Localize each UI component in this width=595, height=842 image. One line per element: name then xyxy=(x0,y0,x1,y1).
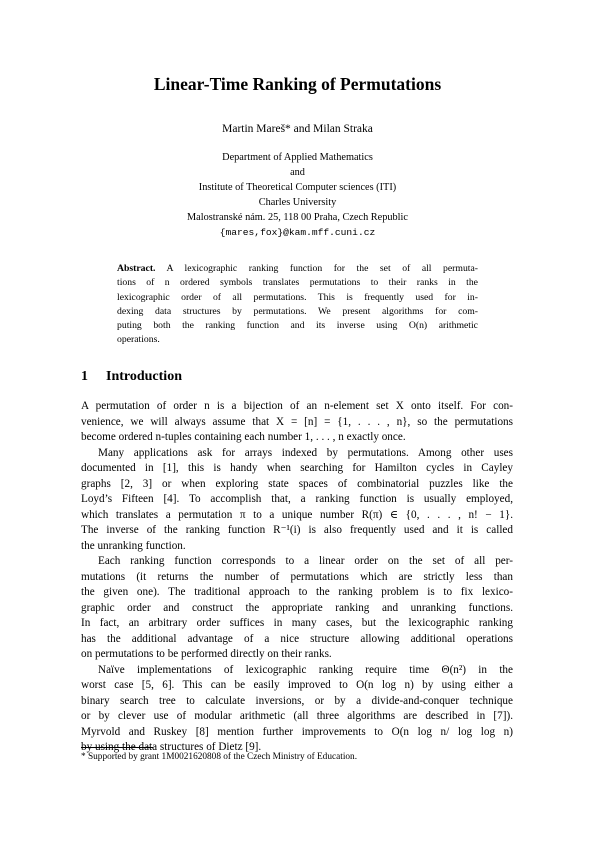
text-line: on permutations to be performed directly on their ranks. xyxy=(81,648,332,660)
abstract-text: A lexicographic ranking function for the set of all permuta- xyxy=(166,263,479,274)
abstract-line: tions of n ordered symbols translates permutations to their ranks in the xyxy=(117,277,478,289)
text-line: Loyd’s Fifteen [4]. To accomplish that, a ranking function is usually employed, xyxy=(81,493,513,505)
section-title: Introduction xyxy=(106,369,182,384)
text-line: binary search tree to calculate inversions, or by a divide-and-conquer technique xyxy=(81,694,513,707)
paragraph xyxy=(81,663,513,756)
affiliation-line: Malostranské nám. 25, 118 00 Praha, Czech Republic xyxy=(187,212,408,223)
abstract-line: lexicographic order of all permutations. This is frequently used for in- xyxy=(117,291,478,303)
abstract-label: Abstract. xyxy=(117,263,156,274)
paragraph xyxy=(81,399,513,446)
section-number: 1 xyxy=(81,369,88,384)
footnote-rule xyxy=(81,747,153,748)
abstract-line: puting both the ranking function and its inverse using O(n) arithmetic xyxy=(117,320,478,331)
author-list: Martin Mareš* and Milan Straka xyxy=(222,123,373,135)
text-line: the unranking function. xyxy=(81,539,186,552)
abstract xyxy=(117,262,478,348)
paragraph xyxy=(81,446,513,555)
text-line: venience, we will always assume that X = [n] = {1, . . . , n}, so the permutations xyxy=(81,415,513,428)
text-line: Many applications ask for arrays indexed by permutations. Among other uses xyxy=(98,446,513,459)
paper-title: Linear-Time Ranking of Permutations xyxy=(153,74,442,94)
text-line: graphic order and construct the appropriate ranking and unranking functions. xyxy=(81,601,513,614)
body-text xyxy=(81,399,513,756)
paragraph xyxy=(81,554,513,663)
text-line: graphs [2, 3] or when exploring state spaces of combinatorial puzzles like the xyxy=(81,477,513,490)
text-line: which translates a permutation π to a unique number R(π) ∈ {0, . . . , n! − 1}. xyxy=(81,508,513,521)
text-line: has the additional advantage of a nice structure allowing additional operations xyxy=(81,632,513,645)
affiliation-line: Department of Applied Mathematics xyxy=(222,152,373,163)
text-line: worst case [5, 6]. This can be easily improved to O(n log n) by using either a xyxy=(81,679,513,691)
text-line: Naïve implementations of lexicographic ranking require time Θ(n²) in the xyxy=(98,663,513,676)
text-line: A permutation of order n is a bijection of an n-element set X onto itself. For con- xyxy=(81,400,513,412)
text-line: The inverse of the ranking function R⁻¹(i) is also frequently used and it is called xyxy=(81,524,513,536)
section-heading xyxy=(81,369,182,385)
affiliation-line: and xyxy=(290,167,305,178)
text-line: In fact, an arbitrary order suffices in many cases, but the lexicographic ranking xyxy=(81,617,513,629)
text-line: Each ranking function corresponds to a linear order on the set of all per- xyxy=(98,555,513,567)
text-line: become ordered n-tuples containing each number 1, . . . , n exactly once. xyxy=(81,431,406,443)
affiliation-line: Institute of Theoretical Computer sciences (ITI) xyxy=(198,182,397,193)
text-line: by using the data structures of Dietz [9]. xyxy=(81,741,262,753)
footnote: * Supported by grant 1M0021620808 of the Czech Ministry of Education. xyxy=(81,752,358,762)
affiliation-line: Charles University xyxy=(258,197,337,208)
text-line: mutations (it returns the number of permutations which are strictly less than xyxy=(81,570,513,583)
abstract-line: dexing data structures by permutations. We present algorithms for com- xyxy=(117,305,478,317)
affiliation-block xyxy=(0,150,595,240)
text-line: Myrvold and Ruskey [8] mention further improvements to O(n log n/ log log n) xyxy=(81,725,513,738)
abstract-line: operations. xyxy=(117,334,160,346)
text-line: or by clever use of modular arithmetic (all three algorithms are described in [7]). xyxy=(81,710,513,722)
abstract-line xyxy=(117,262,478,276)
email-address: {mares,fox}@kam.mff.cuni.cz xyxy=(219,227,376,238)
text-line: documented in [1], this is handy when searching for Hamilton cycles in Cayley xyxy=(81,462,513,474)
text-line: the given one). The traditional approach to the ranking problem is to fix lexico- xyxy=(81,586,513,598)
